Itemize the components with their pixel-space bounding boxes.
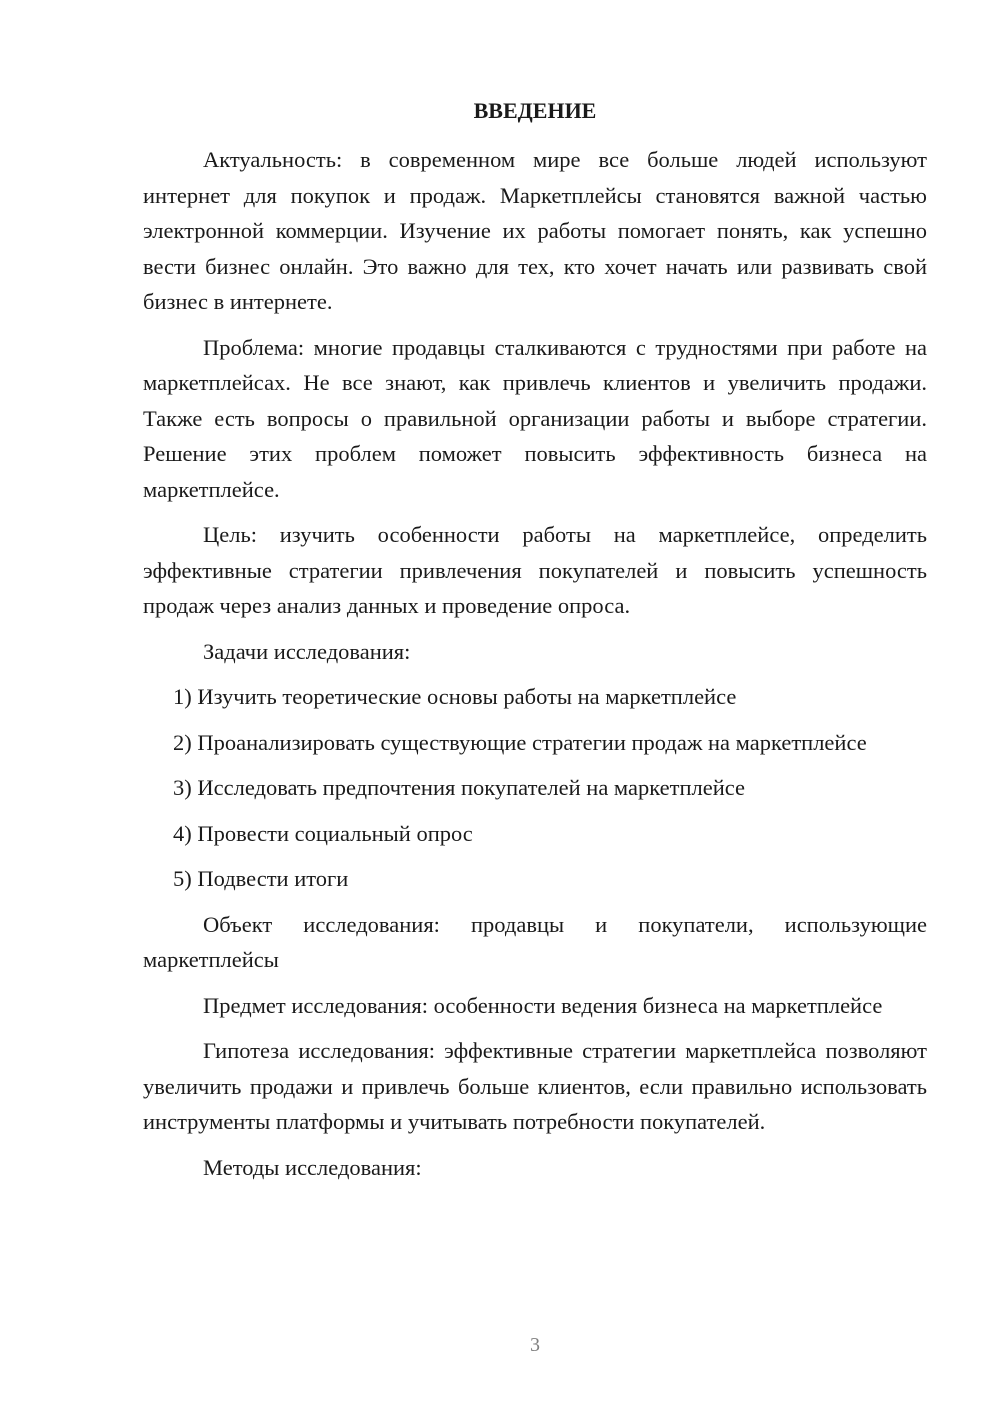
paragraph-hypothesis: Гипотеза исследования: эффективные стратегии маркетплейса позволяют увеличить продажи и привлечь больше клиентов, если правильно использовать инструменты платформы и учитывать потребности покупателей.: [143, 1038, 927, 1134]
paragraph-object: Объект исследования: продавцы и покупатели, использующие маркетплейсы: [143, 911, 927, 972]
paragraph-problem: Проблема: многие продавцы сталкиваются с трудностями при работе на маркетплейсах. Не все знают, как привлечь клиентов и увеличить продажи. Также есть вопросы о правильной организации работы и выборе стратегии. Решение этих проблем поможет повысить эффективность бизнеса на маркетплейсе.: [143, 334, 927, 502]
task-item: 5) Подвести итоги: [173, 866, 349, 891]
task-item: 3) Исследовать предпочтения покупателей на маркетплейсе: [173, 775, 745, 800]
task-item: 2) Проанализировать существующие стратегии продаж на маркетплейсе: [173, 729, 867, 755]
methods-title: Методы исследования:: [203, 1154, 422, 1180]
page-number: 3: [530, 1334, 540, 1356]
task-item: 1) Изучить теоретические основы работы на маркетплейсе: [173, 684, 737, 709]
document-body: [143, 96, 927, 1185]
paragraph-subject: Предмет исследования: особенности ведения бизнеса на маркетплейсе: [203, 992, 883, 1018]
paragraph-goal: Цель: изучить особенности работы на маркетплейсе, определить эффективные стратегии привлечения покупателей и повысить успешность продаж через анализ данных и проведение опроса.: [143, 522, 927, 618]
section-heading: ВВЕДЕНИЕ: [473, 98, 597, 123]
paragraph-relevance: Актуальность: в современном мире все больше людей используют интернет для покупок и продаж. Маркетплейсы становятся важной частью электронной коммерции. Изучение их работы помогает понять, как успешно вести бизнес онлайн. Это важно для тех, кто хочет начать или развивать свой бизнес в интернете.: [143, 147, 927, 314]
tasks-title: Задачи исследования:: [203, 638, 411, 664]
task-item: 4) Провести социальный опрос: [173, 820, 473, 846]
